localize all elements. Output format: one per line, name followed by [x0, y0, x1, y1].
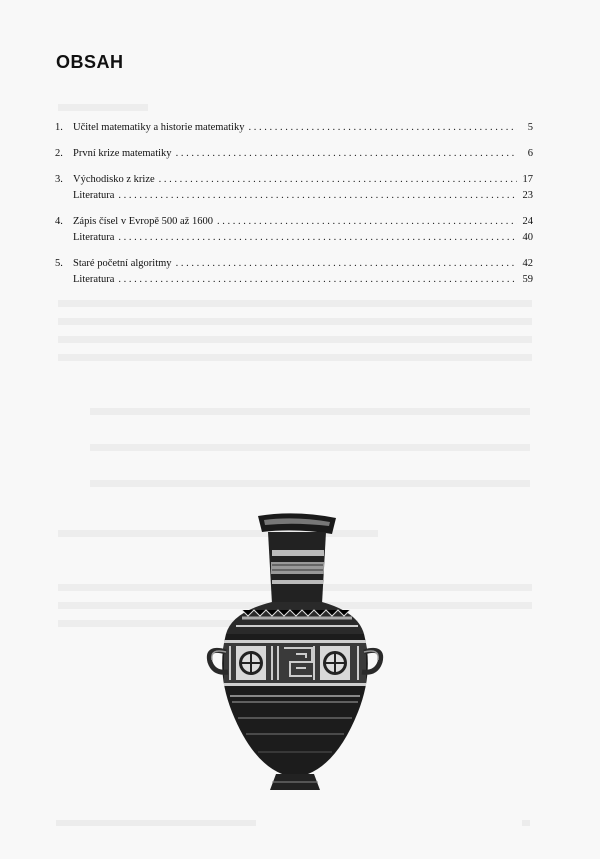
- toc-entry-title: Literatura: [73, 190, 115, 201]
- toc-entry-number: 2.: [55, 148, 63, 159]
- show-through-text: [90, 444, 530, 451]
- toc-chapter: [55, 214, 533, 246]
- toc-chapter-line: [55, 146, 533, 162]
- toc-chapter-line: [55, 172, 533, 188]
- show-through-text: [58, 104, 148, 111]
- toc-entry-number: 4.: [55, 216, 63, 227]
- toc-entry-number: 1.: [55, 122, 63, 133]
- show-through-text: [90, 480, 530, 487]
- show-through-text: [58, 336, 532, 343]
- dot-leader: [248, 120, 517, 136]
- show-through-footer: [522, 820, 530, 826]
- show-through-footer: [56, 820, 256, 826]
- page-title: OBSAH: [56, 52, 124, 72]
- dot-leader: [176, 256, 517, 272]
- toc-page-number: 17: [522, 174, 533, 185]
- toc-literature-line: [55, 230, 533, 246]
- toc-chapter: [55, 256, 533, 288]
- toc-entry-title: Učitel matematiky a historie matematiky: [73, 122, 245, 133]
- toc-entry-number: 3.: [55, 174, 63, 185]
- toc-chapter: [55, 120, 533, 136]
- show-through-text: [58, 300, 532, 307]
- toc-page-number: 40: [522, 232, 533, 243]
- toc-chapter-line: [55, 120, 533, 136]
- geometric-greek-amphora-icon: [202, 512, 388, 794]
- dot-leader: [159, 172, 517, 188]
- toc-chapter: [55, 146, 533, 162]
- toc-entry-title: Literatura: [73, 232, 115, 243]
- toc-entry-number: 5.: [55, 258, 63, 269]
- toc-page-number: 6: [527, 148, 533, 159]
- toc-page-number: 42: [522, 258, 533, 269]
- dot-leader: [217, 214, 517, 230]
- toc-page-number: 24: [522, 216, 533, 227]
- show-through-text: [58, 318, 532, 325]
- dot-leader: [118, 230, 517, 246]
- show-through-text: [90, 408, 530, 415]
- toc-entry-title: Východisko z krize: [73, 174, 155, 185]
- toc-page-number: 59: [522, 274, 533, 285]
- dot-leader: [118, 188, 517, 204]
- toc-page-number: 5: [527, 122, 533, 133]
- toc-entry-title: První krize matematiky: [73, 148, 172, 159]
- dot-leader: [118, 272, 517, 288]
- toc-literature-line: [55, 188, 533, 204]
- table-of-contents: [55, 120, 533, 298]
- dot-leader: [176, 146, 517, 162]
- show-through-text: [58, 354, 532, 361]
- toc-page-number: 23: [522, 190, 533, 201]
- toc-entry-title: Staré početní algoritmy: [73, 258, 172, 269]
- toc-chapter-line: [55, 256, 533, 272]
- toc-entry-title: Zápis čísel v Evropě 500 až 1600: [73, 216, 213, 227]
- toc-chapter: [55, 172, 533, 204]
- toc-chapter-line: [55, 214, 533, 230]
- toc-entry-title: Literatura: [73, 274, 115, 285]
- toc-literature-line: [55, 272, 533, 288]
